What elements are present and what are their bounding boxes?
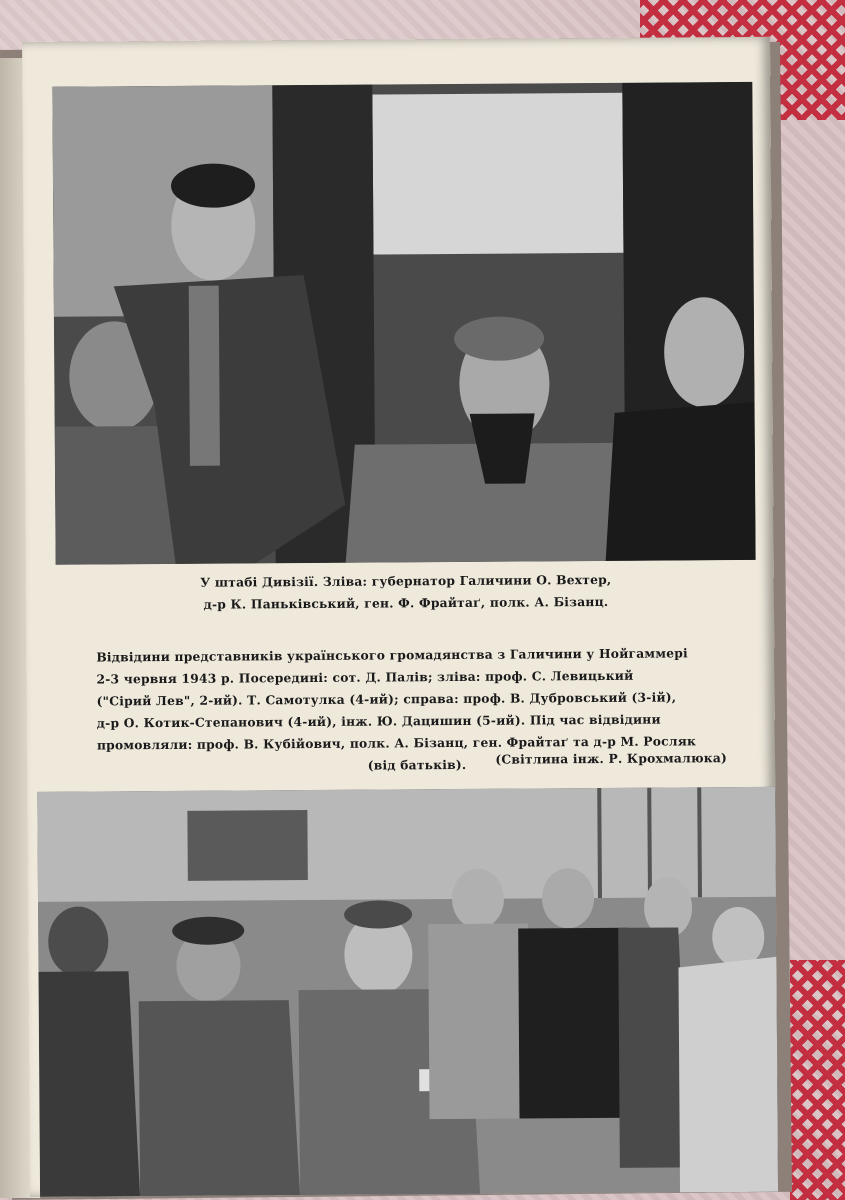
caption-visit-line: д-р О. Котик-Степанович (4-ий), інж. Ю. Дацишин (5-ий). Під час відвідини bbox=[96, 711, 661, 731]
caption-visit-line: 2-3 червня 1943 р. Посередині: сот. Д. Палів; зліва: проф. С. Левицький bbox=[96, 667, 634, 687]
photo-credit: (Світлина інж. Р. Крохмалюка) bbox=[495, 750, 728, 767]
book-page bbox=[22, 37, 778, 1197]
photo-headquarters-image bbox=[52, 82, 755, 565]
caption-visit-line: (від батьків). bbox=[367, 756, 467, 773]
caption-headquarters-line: У штабі Дивізії. Зліва: губернатор Галичини О. Вехтер, bbox=[200, 571, 612, 590]
caption-visit-line: Відвідини представників українського громадянства з Галичини у Нойгаммері bbox=[96, 645, 688, 665]
embroidery-pattern bbox=[790, 960, 845, 1200]
photo-visit bbox=[37, 787, 778, 1197]
caption-headquarters-line: д-р К. Паньківський, ген. Ф. Фрайтаґ, полк. А. Бізанц. bbox=[203, 593, 609, 612]
photo-headquarters bbox=[52, 82, 755, 565]
caption-visit-line: ("Сірий Лев", 2-ий). Т. Самотулка (4-ий); справа: проф. В. Дубровський (3-ій), bbox=[96, 689, 677, 709]
caption-headquarters bbox=[56, 568, 756, 617]
caption-visit-line: промовляли: проф. В. Кубійович, полк. А. Бізанц, ген. Фрайтаґ та д-р М. Росляк bbox=[96, 733, 697, 753]
photo-visit-image bbox=[37, 787, 778, 1197]
